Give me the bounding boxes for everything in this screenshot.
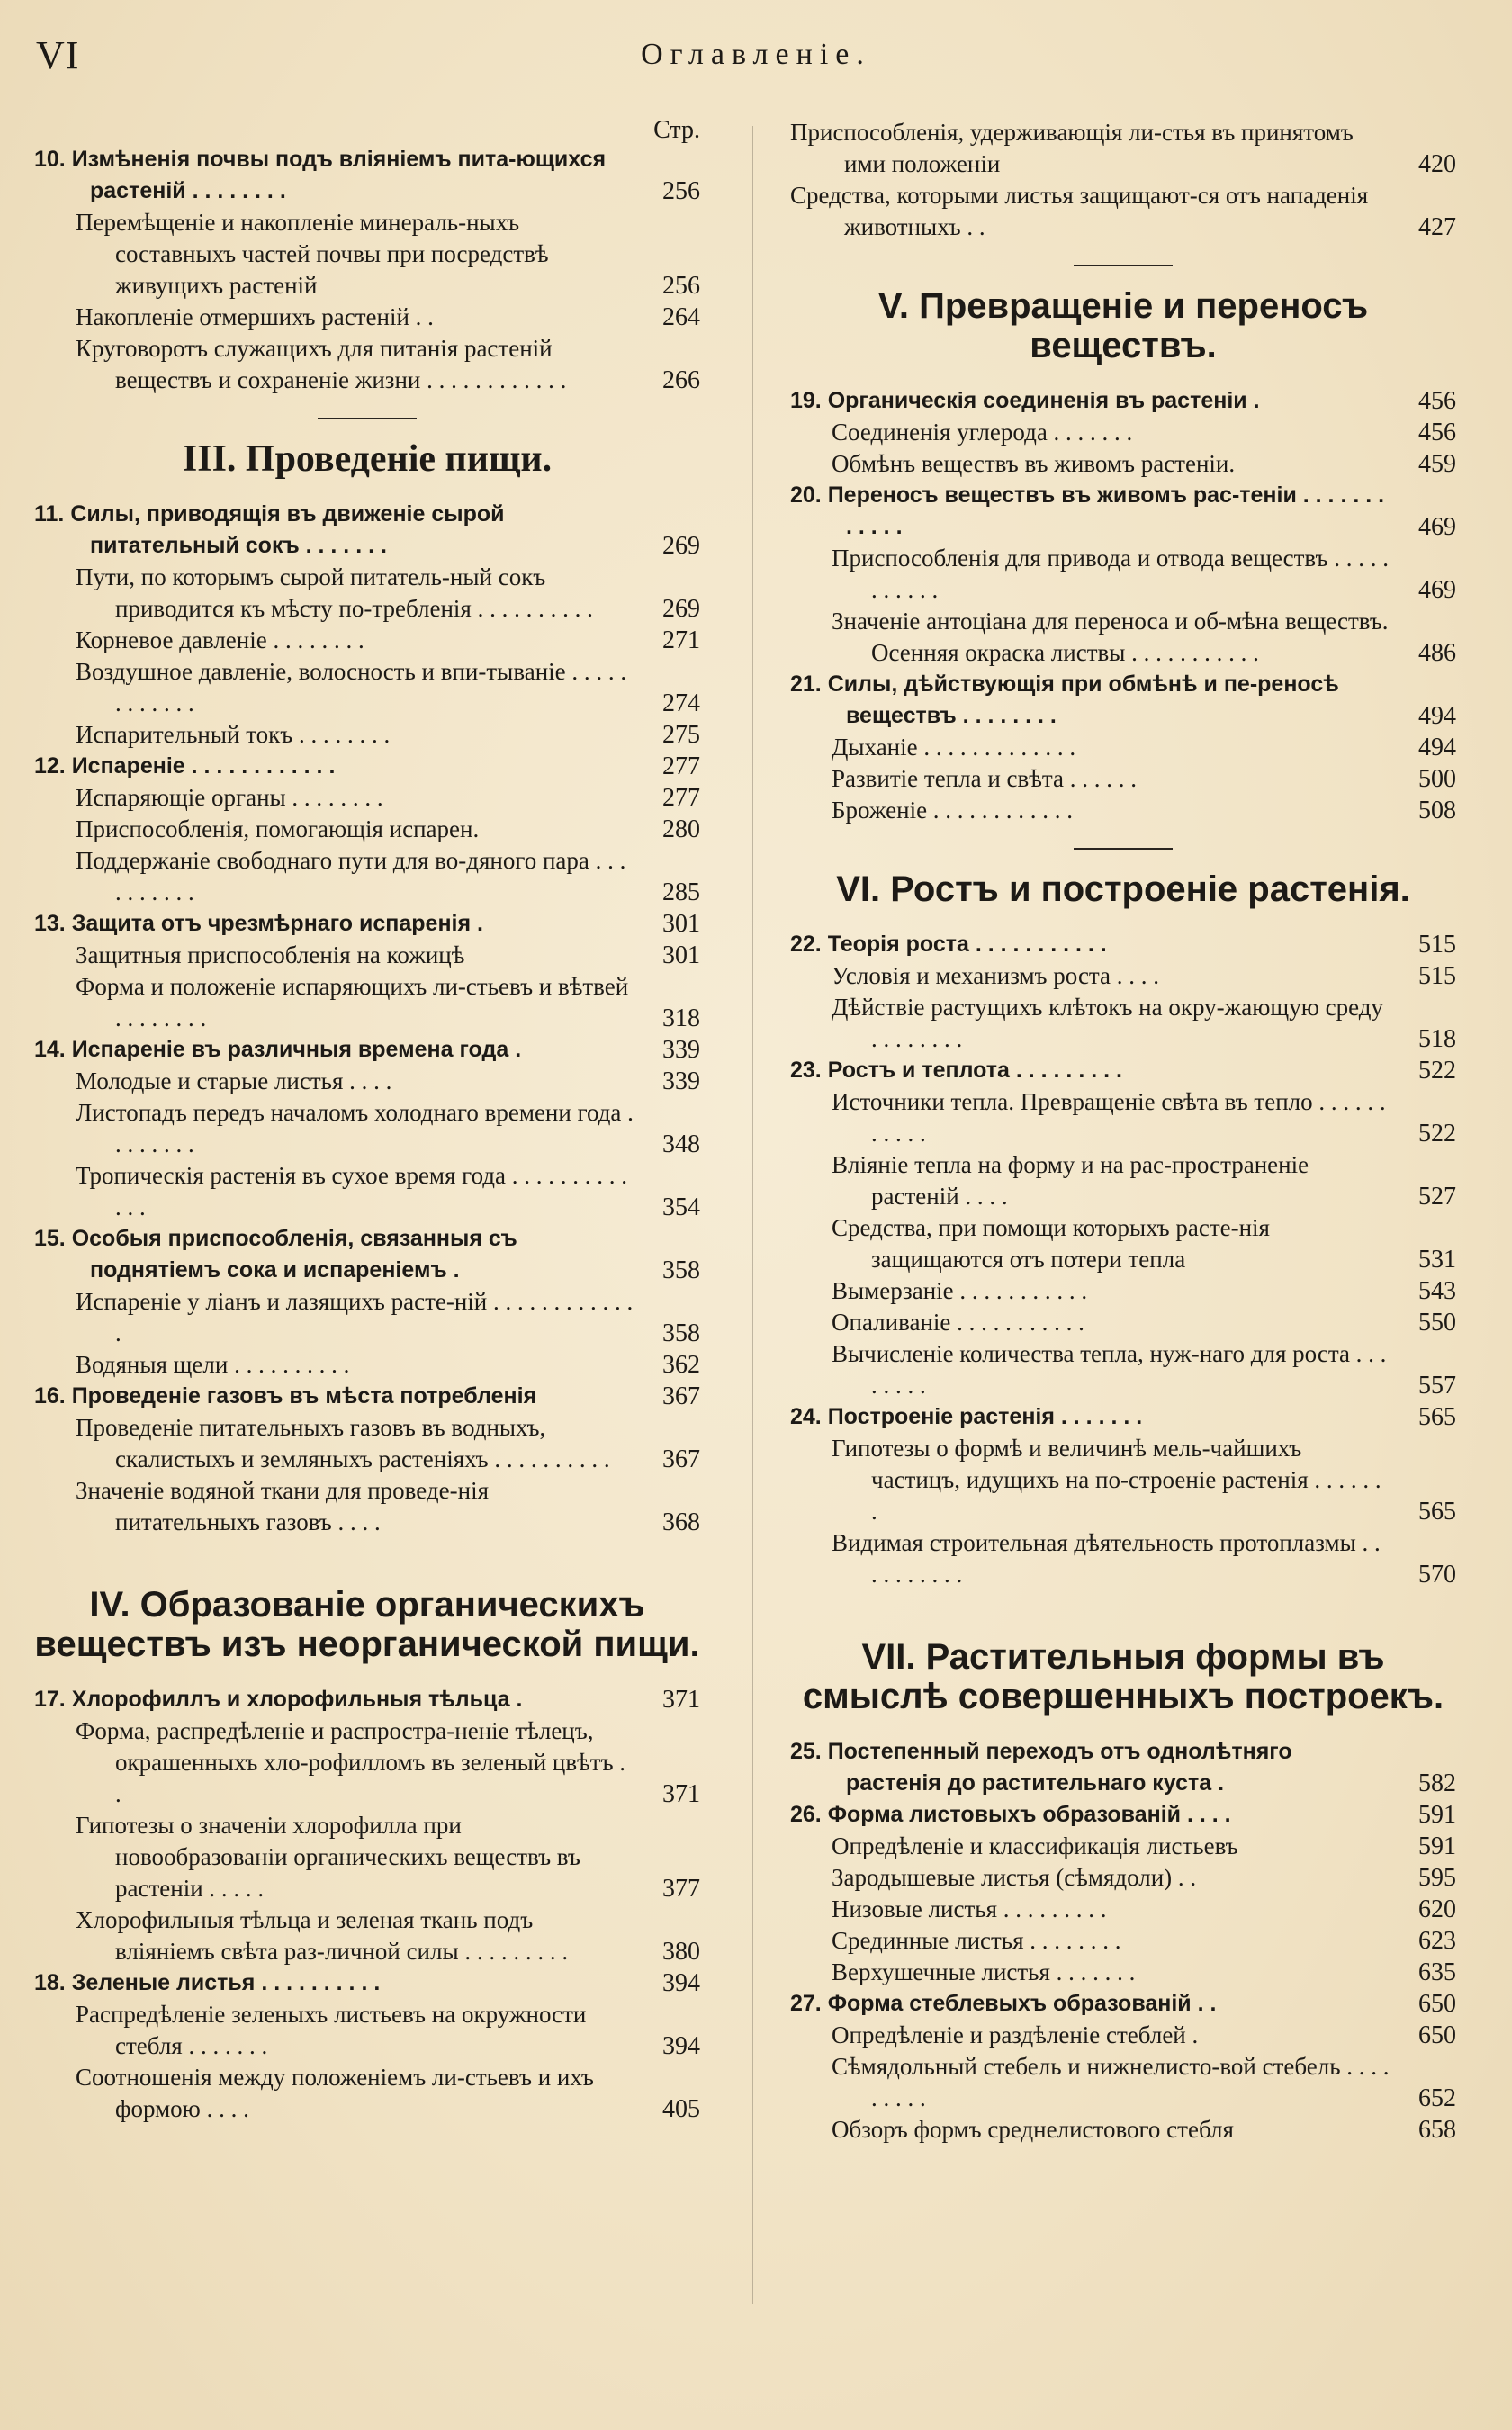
toc-page-number: 582 <box>1418 1769 1456 1797</box>
toc-page-number: 362 <box>662 1351 700 1379</box>
column-divider <box>752 126 753 2304</box>
toc-entry-text: Гипотезы о формѣ и величинѣ мель-чайшихъ частицъ, идущихъ на по-строеніе растенія . . . . . . . <box>832 1435 1382 1525</box>
section-rule <box>318 418 417 419</box>
toc-entry-text: Дыханіе . . . . . . . . . . . . . <box>832 734 1076 760</box>
toc-entry-text: Приспособленія, помогающія испарен. <box>76 815 480 842</box>
toc-entry-text: Срединные листья . . . . . . . . <box>832 1927 1121 1954</box>
toc-entry-text: Соединенія углерода . . . . . . . <box>832 418 1133 446</box>
toc-entry-text: Водяныя щели . . . . . . . . . . <box>76 1351 350 1378</box>
toc-chapter-entry <box>34 1034 700 1066</box>
toc-chapter-entry <box>790 1055 1456 1086</box>
toc-page-number: 595 <box>1418 1864 1456 1892</box>
toc-entry-text: 19. Органическія соединенія въ растеніи . <box>790 388 1260 413</box>
toc-subentry <box>34 625 700 656</box>
toc-page-number: 469 <box>1418 513 1456 541</box>
toc-subentry <box>790 1894 1456 1925</box>
toc-page-number: 522 <box>1418 1120 1456 1148</box>
toc-page-number: 427 <box>1418 213 1456 241</box>
toc-entry-text: Зародышевые листья (сѣмядоли) . . <box>832 1864 1197 1891</box>
toc-entry-text: Средства, при помощи которыхъ расте-нія защищаются отъ потери тепла <box>832 1214 1270 1273</box>
toc-page-number: 543 <box>1418 1277 1456 1305</box>
part-v-title: V. Превращеніе и переносъ веществъ. <box>878 286 1369 365</box>
toc-subentry <box>790 2114 1456 2146</box>
toc-subentry <box>34 562 700 625</box>
toc-entry-text: Круговоротъ служащихъ для питанія растеній веществъ и сохраненіе жизни . . . . . . . . . . . . <box>76 335 567 393</box>
toc-page-number: 570 <box>1418 1561 1456 1588</box>
toc-page-number: 527 <box>1418 1183 1456 1210</box>
toc-chapter-entry <box>34 1223 700 1286</box>
toc-page-number: 531 <box>1418 1246 1456 1274</box>
toc-entry-text: Хлорофильныя тѣльца и зеленая ткань подъ вліяніемъ свѣта раз-личной силы . . . . . . . . . <box>76 1906 569 1965</box>
toc-entry-text: Перемѣщеніе и накопленіе минераль-ныхъ составныхъ частей почвы при посредствѣ живущихъ растеній <box>76 209 549 299</box>
toc-entry-text: 17. Хлорофиллъ и хлорофильныя тѣльца . <box>34 1687 523 1712</box>
toc-page-number: 256 <box>662 177 700 205</box>
toc-entry-text: Значеніе антоціана для переноса и об-мѣна веществъ. Осенняя окраска листвы . . . . . . . . . . . <box>832 608 1389 666</box>
toc-chapter-entry <box>34 1967 700 1999</box>
toc-chapter-entry <box>790 480 1456 543</box>
toc-entry-text: Испареніе у ліанъ и лазящихъ расте-ній . . . . . . . . . . . . . <box>76 1288 634 1346</box>
toc-page-number: 274 <box>662 689 700 717</box>
toc-entry-text: 21. Силы, дѣйствующія при обмѣнѣ и пе-реносѣ веществъ . . . . . . . . <box>790 671 1339 728</box>
toc-page-number: 494 <box>1418 734 1456 761</box>
toc-subentry <box>34 1286 700 1349</box>
toc-subentry <box>790 2020 1456 2051</box>
toc-entry-text: 18. Зеленые листья . . . . . . . . . . <box>34 1970 381 1995</box>
toc-entry-text: Опаливаніе . . . . . . . . . . . <box>832 1309 1084 1336</box>
part-iv-title: IV. Образованіе органическихъ веществъ изъ неорганической пищи. <box>34 1585 700 1664</box>
toc-page-number: 277 <box>662 752 700 780</box>
toc-chapter-entry <box>790 1799 1456 1831</box>
toc-subentry <box>790 1957 1456 1988</box>
toc-subentry <box>790 180 1456 243</box>
toc-subentry <box>34 940 700 971</box>
toc-page-number: 515 <box>1418 931 1456 958</box>
right-column <box>790 117 1456 2146</box>
toc-entry-text: Воздушное давленіе, волосность и впи-тываніе . . . . . . . . . . . . <box>76 658 627 716</box>
toc-entry-text: Проведеніе питательныхъ газовъ въ водныхъ, скалистыхъ и земляныхъ растеніяхъ . . . . . . . . . . <box>76 1414 610 1472</box>
toc-chapter-entry <box>790 929 1456 960</box>
toc-page-number: 635 <box>1418 1958 1456 1986</box>
toc-subentry <box>34 1097 700 1160</box>
toc-subentry <box>790 1527 1456 1590</box>
toc-page-number: 494 <box>1418 702 1456 730</box>
part-vi-entries <box>790 929 1456 1590</box>
toc-chapter-entry <box>790 1988 1456 2020</box>
toc-page-number: 301 <box>662 941 700 969</box>
toc-page-number: 277 <box>662 784 700 812</box>
toc-page-number: 420 <box>1418 150 1456 178</box>
part-iii-title: III. Проведеніе пищи. <box>182 438 553 480</box>
toc-subentry <box>34 1810 700 1904</box>
toc-page-number: 620 <box>1418 1895 1456 1923</box>
toc-page-number: 459 <box>1418 450 1456 478</box>
toc-entry-text: Испаряющіе органы . . . . . . . . <box>76 784 383 811</box>
toc-subentry <box>790 1925 1456 1957</box>
toc-chapter-entry <box>790 1736 1456 1799</box>
toc-page-number: 508 <box>1418 796 1456 824</box>
toc-chapter-entry <box>34 1684 700 1715</box>
toc-page-number: 368 <box>662 1508 700 1536</box>
toc-subentry <box>790 1275 1456 1307</box>
toc-page-number: 650 <box>1418 1990 1456 2018</box>
toc-subentry <box>34 845 700 908</box>
toc-page-number: 367 <box>662 1382 700 1410</box>
toc-entry-text: 10. Измѣненія почвы подъ вліяніемъ пита-ющихся растеній . . . . . . . . <box>34 147 607 203</box>
toc-page-number: 348 <box>662 1130 700 1158</box>
toc-entry-text: Молодые и старые листья . . . . <box>76 1067 392 1094</box>
toc-entry-text: Вымерзаніе . . . . . . . . . . . <box>832 1277 1088 1304</box>
toc-subentry <box>790 117 1456 180</box>
toc-chapter-entry <box>34 908 700 940</box>
toc-page-number: 550 <box>1418 1309 1456 1336</box>
toc-subentry <box>790 1307 1456 1338</box>
part-iii-entries <box>34 499 700 1538</box>
page-column-label <box>34 117 700 144</box>
toc-page-number: 371 <box>662 1686 700 1714</box>
toc-page-number: 565 <box>1418 1498 1456 1526</box>
toc-entry-text: Защитныя приспособленія на кожицѣ <box>76 941 465 968</box>
toc-page-number: 266 <box>662 366 700 394</box>
toc-subentry <box>34 207 700 302</box>
toc-page-number: 518 <box>1418 1025 1456 1053</box>
toc-page-number: 264 <box>662 303 700 331</box>
toc-entry-text: Развитіе тепла и свѣта . . . . . . <box>832 765 1138 792</box>
toc-page-number: 354 <box>662 1193 700 1221</box>
spacer <box>790 1590 1456 1617</box>
spacer <box>34 1538 700 1565</box>
toc-subentry <box>790 1862 1456 1894</box>
toc-chapter-entry <box>34 1381 700 1412</box>
toc-subentry <box>34 971 700 1034</box>
toc-subentry <box>790 1149 1456 1212</box>
toc-subentry <box>34 814 700 845</box>
toc-entry-text: Условія и механизмъ роста . . . . <box>832 962 1160 989</box>
toc-subentry <box>34 782 700 814</box>
part-vi-title: VI. Ростъ и построеніе растенія. <box>836 869 1410 909</box>
toc-subentry <box>790 960 1456 992</box>
toc-entry-text: 13. Защита отъ чрезмѣрнаго испаренія . <box>34 911 483 936</box>
toc-entry-text: Значеніе водяной ткани для проведе-нія питательныхъ газовъ . . . . <box>76 1477 489 1535</box>
toc-entry-text: 12. Испареніе . . . . . . . . . . . . <box>34 753 336 778</box>
part-vii-entries <box>790 1736 1456 2146</box>
toc-entry-text: 14. Испареніе въ различныя времена года . <box>34 1037 522 1062</box>
section-rule <box>1074 265 1173 266</box>
toc-entry-text: Приспособленія для привода и отвода веществъ . . . . . . . . . . . <box>832 544 1389 603</box>
toc-subentry <box>790 1831 1456 1862</box>
toc-entry-text: 15. Особыя приспособленія, связанныя съ поднятіемъ сока и испареніемъ . <box>34 1226 518 1282</box>
part-iv-tail <box>790 117 1456 243</box>
toc-subentry <box>34 1066 700 1097</box>
part-iv-entries <box>34 1684 700 2125</box>
toc-page-number: 377 <box>662 1875 700 1903</box>
toc-page-number: 285 <box>662 878 700 906</box>
toc-page-number: 275 <box>662 721 700 749</box>
toc-subentry <box>34 302 700 333</box>
toc-subentry <box>790 763 1456 795</box>
toc-page-number: 380 <box>662 1938 700 1966</box>
toc-entry-text: 24. Построеніе растенія . . . . . . . <box>790 1404 1143 1429</box>
toc-entry-text: Обмѣнъ веществъ въ живомъ растеніи. <box>832 450 1236 477</box>
toc-page-number: 623 <box>1418 1927 1456 1955</box>
toc-page-number: 500 <box>1418 765 1456 793</box>
toc-subentry <box>790 992 1456 1055</box>
toc-page-number: 456 <box>1418 387 1456 415</box>
toc-page-number: 358 <box>662 1319 700 1347</box>
toc-chapter-entry <box>34 144 700 207</box>
toc-entry-text: Листопадъ передъ началомъ холоднаго времени года . . . . . . . . <box>76 1099 634 1157</box>
toc-page-number: 486 <box>1418 639 1456 667</box>
toc-subentry <box>34 1160 700 1223</box>
toc-subentry <box>34 1904 700 1967</box>
toc-subentry <box>34 333 700 396</box>
toc-entry-text: Форма и положеніе испаряющихъ ли-стьевъ и вѣтвей . . . . . . . . <box>76 973 629 1031</box>
toc-entry-text: Гипотезы о значеніи хлорофилла при новообразованіи органическихъ веществъ въ растеніи . . . . . <box>76 1812 580 1902</box>
toc-page-number: 371 <box>662 1780 700 1808</box>
toc-entry-text: Вычисленіе количества тепла, нуж-наго для роста . . . . . . . . <box>832 1340 1387 1399</box>
toc-entry-text: Опредѣленіе и раздѣленіе стеблей . <box>832 2021 1199 2048</box>
toc-page-number: 557 <box>1418 1372 1456 1400</box>
toc-subentry <box>34 1349 700 1381</box>
toc-entry-text: Тропическія растенія въ сухое время года . . . . . . . . . . . . . <box>76 1162 628 1220</box>
toc-entry-text: Сѣмядольный стебель и нижнелисто-вой стебель . . . . . . . . . <box>832 2053 1390 2111</box>
toc-page-number: 269 <box>662 532 700 560</box>
toc-subentry <box>34 1715 700 1810</box>
toc-entry-text: Видимая строительная дѣятельность протоплазмы . . . . . . . . . . <box>832 1529 1381 1588</box>
toc-page-number: 339 <box>662 1067 700 1095</box>
toc-entry-text: Вліяніе тепла на форму и на рас-пространеніе растеній . . . . <box>832 1151 1310 1210</box>
toc-chapter-entry <box>34 751 700 782</box>
toc-subentry <box>790 543 1456 606</box>
str-label: Стр. <box>653 116 700 144</box>
toc-entry-text: Средства, которыми листья защищают-ся отъ нападенія животныхъ . . <box>790 182 1369 240</box>
toc-subentry <box>790 2051 1456 2114</box>
toc-chapter-entry <box>34 499 700 562</box>
left-column <box>34 117 700 2125</box>
toc-page-number: 565 <box>1418 1403 1456 1431</box>
toc-subentry <box>790 1338 1456 1401</box>
toc-entry-text: 20. Переносъ веществъ въ живомъ рас-теніи . . . . . . . . . . . . <box>790 482 1385 539</box>
toc-entry-text: Верхушечные листья . . . . . . . <box>832 1958 1136 1985</box>
toc-subentry <box>790 1212 1456 1275</box>
toc-chapter-entry <box>790 1401 1456 1433</box>
toc-subentry <box>790 1433 1456 1527</box>
toc-subentry <box>790 448 1456 480</box>
toc-entry-text: Приспособленія, удерживающія ли-стья въ принятомъ ими положеніи <box>790 119 1354 177</box>
toc-entry-text: Броженіе . . . . . . . . . . . . <box>832 796 1074 824</box>
toc-page-number: 318 <box>662 1004 700 1032</box>
toc-entry-text: Дѣйствіе растущихъ клѣтокъ на окру-жающую среду . . . . . . . . <box>832 994 1383 1052</box>
toc-page-number: 591 <box>1418 1832 1456 1860</box>
page-header <box>36 32 1476 86</box>
toc-entry-text: 23. Ростъ и теплота . . . . . . . . . <box>790 1058 1122 1083</box>
toc-entry-text: Форма, распредѣленіе и распростра-неніе тѣлецъ, окрашенныхъ хло-рофилломъ въ зеленый цвѣтъ . . <box>76 1717 626 1807</box>
toc-entry-text: Обзоръ формъ среднелистового стебля <box>832 2116 1234 2143</box>
toc-entry-text: Накопленіе отмершихъ растеній . . <box>76 303 434 330</box>
toc-page-number: 256 <box>662 272 700 300</box>
running-title: Оглавленіе. <box>641 38 871 71</box>
section-rule <box>1074 848 1173 850</box>
toc-page-number: 394 <box>662 1969 700 1997</box>
toc-page-number: 405 <box>662 2095 700 2123</box>
toc-page-number: 269 <box>662 595 700 623</box>
toc-page-number: 469 <box>1418 576 1456 604</box>
toc-entry-text: Испарительный токъ . . . . . . . . <box>76 721 391 748</box>
toc-entry-text: Низовые листья . . . . . . . . . <box>832 1895 1107 1922</box>
toc-page-number: 522 <box>1418 1057 1456 1084</box>
toc-subentry <box>34 719 700 751</box>
toc-page-number: 280 <box>662 815 700 843</box>
page-number: VI <box>36 33 80 77</box>
toc-page-number: 658 <box>1418 2116 1456 2144</box>
toc-subentry <box>790 795 1456 826</box>
toc-entry-text: 27. Форма стеблевыхъ образованій . . <box>790 1991 1217 2016</box>
toc-page-number: 394 <box>662 2032 700 2060</box>
toc-entry-text: 11. Силы, приводящія въ движеніе сырой питательный сокъ . . . . . . . <box>34 501 505 558</box>
toc-entry-text: Распредѣленіе зеленыхъ листьевъ на окружности стебля . . . . . . . <box>76 2001 587 2059</box>
toc-page-number: 358 <box>662 1256 700 1284</box>
toc-page-number: 301 <box>662 910 700 938</box>
toc-entry-text: Опредѣленіе и классификація листьевъ <box>832 1832 1238 1859</box>
toc-page-number: 591 <box>1418 1801 1456 1829</box>
toc-subentry <box>34 2062 700 2125</box>
toc-chapter-entry <box>790 385 1456 417</box>
toc-entry-text: 26. Форма листовыхъ образованій . . . . <box>790 1802 1231 1827</box>
toc-entry-text: Пути, по которымъ сырой питатель-ный сокъ приводится къ мѣсту по-требленія . . . . . . . . . . <box>76 563 593 622</box>
toc-page-number: 652 <box>1418 2084 1456 2112</box>
toc-entry-text: Источники тепла. Превращеніе свѣта въ тепло . . . . . . . . . . . <box>832 1088 1386 1147</box>
toc-page-number: 456 <box>1418 418 1456 446</box>
toc-entry-text: 22. Теорія роста . . . . . . . . . . . <box>790 932 1107 957</box>
toc-subentry <box>34 1475 700 1538</box>
toc-subentry <box>34 1412 700 1475</box>
toc-subentry <box>790 417 1456 448</box>
toc-entry-text: Поддержаніе свободнаго пути для во-дяного пара . . . . . . . . . . <box>76 847 626 905</box>
part-v-entries <box>790 385 1456 826</box>
toc-subentry <box>34 656 700 719</box>
toc-subentry <box>790 732 1456 763</box>
toc-page-number: 367 <box>662 1445 700 1473</box>
toc-page-number: 650 <box>1418 2021 1456 2049</box>
toc-subentry <box>790 1086 1456 1149</box>
toc-entry-text: Корневое давленіе . . . . . . . . <box>76 626 364 653</box>
part-vii-title: VII. Растительныя формы въ смыслѣ совершенныхъ построекъ. <box>802 1637 1444 1716</box>
toc-subentry <box>34 1999 700 2062</box>
toc-entry-text: 25. Постепенный переходъ отъ однолѣтняго растенія до растительнаго куста . <box>790 1739 1292 1796</box>
toc-subentry <box>790 606 1456 669</box>
toc-entry-text: Соотношенія между положеніемъ ли-стьевъ и ихъ формою . . . . <box>76 2064 594 2122</box>
section-ii-tail <box>34 144 700 396</box>
toc-page-number: 271 <box>662 626 700 654</box>
toc-entry-text: 16. Проведеніе газовъ въ мѣста потребленія <box>34 1383 537 1408</box>
toc-page-number: 515 <box>1418 962 1456 990</box>
toc-chapter-entry <box>790 669 1456 732</box>
toc-page-number: 339 <box>662 1036 700 1064</box>
